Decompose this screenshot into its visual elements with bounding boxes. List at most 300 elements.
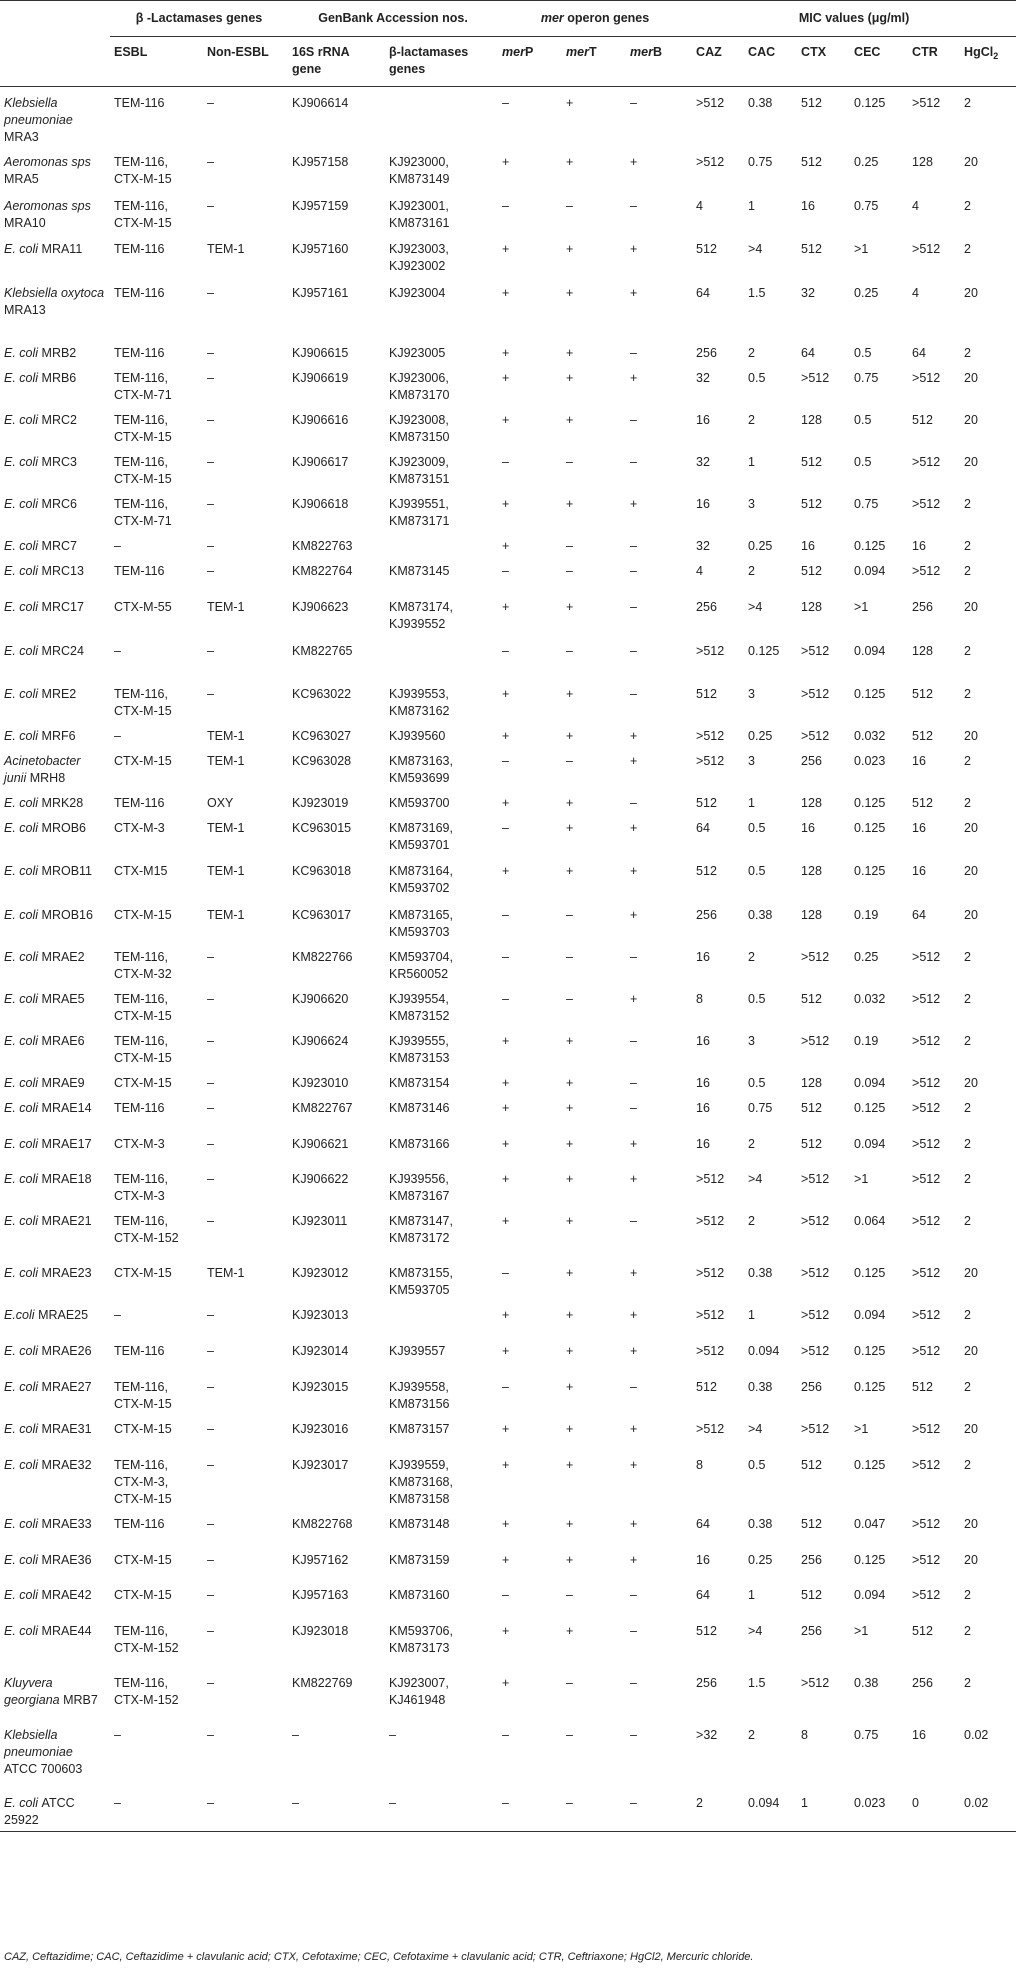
- merb-cell: –: [630, 950, 637, 964]
- ctr-cell: 16: [912, 754, 926, 768]
- merp-cell: +: [502, 155, 510, 169]
- caz-cell: 32: [696, 455, 710, 469]
- cec-cell: 0.125: [854, 864, 886, 878]
- hgcl2-cell: 2: [964, 1137, 971, 1151]
- mic-group-header: MIC values (μg/ml): [692, 1, 1016, 37]
- cec-cell: 0.094: [854, 1588, 886, 1602]
- non-esbl-cell: –: [207, 1380, 214, 1394]
- cac-cell: 0.25: [748, 729, 773, 743]
- cec-cell: 0.023: [850, 1787, 908, 1831]
- caz-cell: 512: [696, 864, 717, 878]
- bl-accession-cell: [385, 87, 498, 147]
- cec-cell: 0.125: [854, 1553, 886, 1567]
- esbl-cell: TEM-116, CTX-M-152: [114, 1214, 179, 1245]
- hgcl2-cell: 2: [964, 497, 971, 511]
- organism-cell: [0, 941, 110, 983]
- isolate-id: MRAE36: [41, 1553, 92, 1567]
- hgcl2-cell: 2: [964, 1101, 971, 1115]
- merb-cell: +: [630, 497, 638, 511]
- esbl-cell: TEM-116, CTX-M-3: [114, 1172, 168, 1203]
- non-esbl-cell: –: [207, 1553, 214, 1567]
- cec-col-header: CEC: [850, 37, 908, 87]
- bl-accession-cell: KM593706, KM873173: [389, 1624, 453, 1655]
- isolate-id: MRA10: [4, 216, 46, 230]
- esbl-cell: CTX-M-15: [114, 1553, 172, 1567]
- bl-accession-cell: KJ923006, KM873170: [389, 371, 450, 402]
- corner-cell: [0, 1, 110, 37]
- mert-cell: +: [566, 729, 574, 743]
- table-body: [0, 87, 1016, 1832]
- ctr-cell: >512: [912, 96, 941, 110]
- organism-genus: Acinetobacter junii: [4, 754, 81, 785]
- organism-genus: E. coli: [4, 600, 39, 614]
- mert-cell: +: [566, 1034, 574, 1048]
- organism-genus: E. coli: [4, 1380, 39, 1394]
- group-header-row: [0, 1, 1016, 37]
- rrna-accession-cell: KJ906617: [292, 455, 349, 469]
- table-row: [0, 941, 1016, 983]
- rrna-accession-cell: KJ906624: [292, 1034, 349, 1048]
- genbank-group-header: GenBank Accession nos.: [288, 1, 498, 37]
- table-row: [0, 555, 1016, 591]
- hgcl2-cell: 2: [964, 992, 971, 1006]
- merp-cell: +: [502, 796, 510, 810]
- bl-accession-cell: KJ923004: [389, 286, 446, 300]
- table-row: [0, 1335, 1016, 1371]
- ctx-cell: >512: [801, 1266, 830, 1280]
- merp-cell: +: [502, 1137, 510, 1151]
- cec-cell: 0.75: [854, 371, 879, 385]
- cac-cell: 2: [748, 413, 755, 427]
- cac-cell: 0.38: [748, 1266, 773, 1280]
- ctx-cell: >512: [801, 1308, 830, 1322]
- non-esbl-cell: –: [207, 199, 214, 213]
- isolate-id: MRK28: [41, 796, 84, 810]
- caz-cell: >512: [696, 1308, 725, 1322]
- ctx-cell: >512: [801, 1172, 830, 1186]
- esbl-cell: TEM-116, CTX-M-15: [114, 455, 172, 486]
- hgcl2-cell: 20: [964, 1553, 978, 1567]
- cec-cell: 0.125: [854, 96, 886, 110]
- organism-genus: E. coli: [4, 687, 39, 701]
- merp-cell: –: [502, 908, 509, 922]
- ctx-cell: 16: [801, 821, 815, 835]
- merp-cell: –: [502, 754, 509, 768]
- mert-cell: +: [566, 1553, 574, 1567]
- bl-accession-cell: KM593704, KR560052: [389, 950, 453, 981]
- ctr-cell: 512: [912, 687, 933, 701]
- ctr-cell: >512: [912, 1458, 941, 1472]
- ctr-cell: >512: [912, 1101, 941, 1115]
- cec-cell: 0.5: [854, 413, 872, 427]
- cac-cell: >4: [748, 1422, 763, 1436]
- ctr-cell: >512: [912, 992, 941, 1006]
- cec-cell: >1: [854, 1624, 869, 1638]
- table-row: [0, 1508, 1016, 1544]
- organism-genus: E. coli: [4, 796, 39, 810]
- hgcl2-cell: 2: [964, 1172, 971, 1186]
- isolate-id: MROB6: [41, 821, 86, 835]
- hgcl2-cell: 2: [964, 1624, 971, 1638]
- cac-cell: 0.5: [748, 1076, 766, 1090]
- table-row: [0, 87, 1016, 147]
- organism-cell: [0, 1128, 110, 1163]
- merp-cell: +: [502, 1308, 510, 1322]
- esbl-cell: CTX-M-3: [114, 821, 165, 835]
- table-row: [0, 1067, 1016, 1092]
- rrna-accession-cell: KM822767: [292, 1101, 353, 1115]
- merp-cell: +: [502, 1101, 510, 1115]
- merp-cell: +: [502, 864, 510, 878]
- table-row: [0, 745, 1016, 787]
- hgcl2-cell: 2: [964, 1034, 971, 1048]
- table-row: [0, 591, 1016, 635]
- mert-cell: +: [566, 286, 574, 300]
- isolate-id: MRA5: [4, 172, 39, 186]
- bl-accession-cell: KJ939559, KM873168, KM873158: [389, 1458, 453, 1506]
- organism-cell: [0, 87, 110, 147]
- bl-accession-cell: KM873174, KJ939552: [389, 600, 453, 631]
- hgcl2-cell: 20: [964, 821, 978, 835]
- rrna-col-header: 16S rRNA gene: [288, 37, 385, 87]
- cac-cell: 0.094: [748, 1344, 780, 1358]
- merp-cell: +: [502, 1172, 510, 1186]
- table-row: [0, 1025, 1016, 1067]
- mert-cell: +: [566, 1308, 574, 1322]
- ctx-cell: 256: [801, 1380, 822, 1394]
- mert-cell: +: [566, 1101, 574, 1115]
- organism-cell: [0, 1449, 110, 1508]
- ctr-cell: >512: [912, 1344, 941, 1358]
- merp-cell: –: [502, 564, 509, 578]
- caz-cell: 256: [696, 600, 717, 614]
- merb-cell: –: [630, 564, 637, 578]
- cac-cell: 0.25: [748, 1553, 773, 1567]
- merb-cell: +: [630, 729, 638, 743]
- non-esbl-cell: –: [207, 413, 214, 427]
- hgcl2-cell: 2: [964, 1380, 971, 1394]
- ctx-cell: 256: [801, 754, 822, 768]
- rrna-accession-cell: KJ957163: [292, 1588, 349, 1602]
- isolate-id: MRAE33: [41, 1517, 92, 1531]
- non-esbl-cell: –: [207, 1344, 214, 1358]
- bl-accession-cell: KM873166: [389, 1137, 450, 1151]
- non-esbl-cell: –: [207, 286, 214, 300]
- ctr-cell: 16: [912, 864, 926, 878]
- caz-cell: 512: [696, 242, 717, 256]
- merb-cell: –: [630, 687, 637, 701]
- bl-accession-cell: KM873165, KM593703: [389, 908, 453, 939]
- ctr-cell: 0: [908, 1787, 960, 1831]
- merb-cell: –: [630, 1380, 637, 1394]
- isolate-id: MRAE27: [41, 1380, 92, 1394]
- cec-cell: 0.094: [854, 644, 886, 658]
- bl-accession-cell: KJ923005: [389, 346, 446, 360]
- ctr-cell: >512: [912, 1588, 941, 1602]
- merp-cell: –: [502, 1266, 509, 1280]
- esbl-cell: TEM-116: [114, 286, 165, 300]
- table-row: [0, 1128, 1016, 1163]
- rrna-accession-cell: KJ906622: [292, 1172, 349, 1186]
- organism-cell: [0, 1579, 110, 1615]
- merp-cell: +: [502, 539, 510, 553]
- mert-cell: +: [566, 96, 574, 110]
- ctr-cell: >512: [912, 455, 941, 469]
- rrna-accession-cell: KJ923016: [292, 1422, 349, 1436]
- rrna-accession-cell: KJ923015: [292, 1380, 349, 1394]
- organism-genus: E. coli: [4, 1553, 39, 1567]
- esbl-cell: CTX-M-15: [114, 754, 172, 768]
- organism-cell: [0, 855, 110, 899]
- cec-cell: 0.023: [854, 754, 886, 768]
- non-esbl-cell: TEM-1: [207, 729, 245, 743]
- cec-cell: 0.125: [854, 539, 886, 553]
- non-esbl-cell: –: [207, 1137, 214, 1151]
- merp-cell: +: [502, 1034, 510, 1048]
- isolate-id: MRAE32: [41, 1458, 92, 1472]
- rrna-accession-cell: KJ957159: [292, 199, 349, 213]
- ctr-cell: >512: [912, 1266, 941, 1280]
- esbl-cell: –: [114, 1728, 121, 1742]
- merb-cell: –: [630, 346, 637, 360]
- non-esbl-cell: –: [207, 1624, 214, 1638]
- mer-group-suffix: operon genes: [563, 11, 650, 25]
- organism-genus: E. coli: [4, 644, 39, 658]
- esbl-cell: CTX-M15: [114, 864, 168, 878]
- cac-cell: 0.75: [748, 155, 773, 169]
- esbl-cell: TEM-116: [114, 1344, 165, 1358]
- organism-cell: [0, 812, 110, 855]
- organism-genus: Klebsiella pneumoniae: [4, 1728, 73, 1759]
- rrna-accession-cell: KM822769: [292, 1676, 353, 1690]
- organism-cell: [0, 337, 110, 362]
- caz-cell: 16: [696, 950, 710, 964]
- isolate-id: MRB6: [41, 371, 77, 385]
- rrna-accession-cell: KC963018: [292, 864, 352, 878]
- merp-cell: +: [502, 242, 510, 256]
- table-row: [0, 1787, 1016, 1831]
- hgcl2-cell: 20: [964, 1076, 978, 1090]
- hgcl2-cell: 2: [964, 199, 971, 213]
- isolate-id: MRAE44: [41, 1624, 92, 1638]
- non-esbl-cell: –: [207, 1308, 214, 1322]
- organism-genus: E. coli: [4, 1137, 39, 1151]
- table-row: [0, 678, 1016, 720]
- caz-cell: 4: [696, 199, 703, 213]
- table-row: [0, 1371, 1016, 1413]
- cac-cell: 2: [748, 950, 755, 964]
- ctr-cell: >512: [912, 1034, 941, 1048]
- bl-accession-cell: KM873169, KM593701: [389, 821, 453, 852]
- esbl-cell: TEM-116: [114, 242, 165, 256]
- esbl-cell: –: [114, 644, 121, 658]
- caz-cell: 32: [696, 539, 710, 553]
- hgcl2-cell: 2: [964, 687, 971, 701]
- non-esbl-cell: –: [207, 564, 214, 578]
- ctx-cell: 64: [801, 346, 815, 360]
- organism-cell: [0, 555, 110, 591]
- cac-cell: >4: [748, 600, 763, 614]
- column-header-row: [0, 37, 1016, 87]
- hgcl2-cell: 20: [964, 1422, 978, 1436]
- bl-accession-cell: KJ939551, KM873171: [389, 497, 450, 528]
- non-esbl-cell: TEM-1: [207, 908, 245, 922]
- hgcl2-cell: 2: [964, 1214, 971, 1228]
- organism-cell: [0, 146, 110, 190]
- organism-genus: E. coli: [4, 497, 39, 511]
- isolate-id: MRAE6: [41, 1034, 85, 1048]
- mert-cell: –: [566, 950, 573, 964]
- organism-cell: [0, 1335, 110, 1371]
- caz-cell: 64: [696, 286, 710, 300]
- esbl-cell: TEM-116: [114, 346, 165, 360]
- cec-cell: 0.75: [854, 497, 879, 511]
- merp-cell: –: [502, 950, 509, 964]
- organism-cell: [0, 1257, 110, 1299]
- organism-cell: [0, 488, 110, 530]
- hgcl2-cell: 20: [964, 1266, 978, 1280]
- ctx-cell: 128: [801, 796, 822, 810]
- caz-cell: >512: [696, 1172, 725, 1186]
- hgcl2-cell: 20: [964, 371, 978, 385]
- hgcl2-cell: 20: [964, 455, 978, 469]
- caz-cell: >512: [696, 96, 725, 110]
- merb-cell: +: [630, 1172, 638, 1186]
- isolate-id: MRC17: [41, 600, 84, 614]
- ctx-cell: 256: [801, 1624, 822, 1638]
- cec-cell: 0.047: [854, 1517, 886, 1531]
- cec-cell: 0.125: [854, 1458, 886, 1472]
- bl-accession-cell: KM873160: [389, 1588, 450, 1602]
- rrna-accession-cell: KJ906615: [292, 346, 349, 360]
- mert-cell: –: [566, 908, 573, 922]
- rrna-accession-cell: KJ957162: [292, 1553, 349, 1567]
- non-esbl-cell: –: [207, 1458, 214, 1472]
- esbl-cell: TEM-116, CTX-M-15: [114, 992, 172, 1023]
- ctx-cell: 8: [801, 1728, 808, 1742]
- ctx-cell: >512: [801, 687, 830, 701]
- merb-cell: –: [630, 1214, 637, 1228]
- esbl-cell: CTX-M-15: [114, 1076, 172, 1090]
- bl-accession-cell: KM593700: [389, 796, 450, 810]
- caz-cell: >512: [696, 644, 725, 658]
- table-row: [0, 787, 1016, 812]
- organism-genus: E. coli: [4, 242, 39, 256]
- cac-cell: 1: [748, 796, 755, 810]
- mert-cell: +: [566, 864, 574, 878]
- ctr-cell: 512: [912, 729, 933, 743]
- organism-cell: [0, 899, 110, 941]
- merb-col-header: merB: [626, 37, 692, 87]
- merb-cell: –: [630, 1624, 637, 1638]
- isolate-id: MRAE14: [41, 1101, 92, 1115]
- rrna-accession-cell: KM822764: [292, 564, 353, 578]
- mer-group-header: [498, 1, 692, 37]
- isolate-id: ATCC 700603: [4, 1762, 83, 1776]
- organism-cell: [0, 1299, 110, 1335]
- table-row: [0, 1615, 1016, 1667]
- cac-cell: 2: [748, 1214, 755, 1228]
- cac-cell: 0.38: [748, 1380, 773, 1394]
- ctx-col-header: CTX: [797, 37, 850, 87]
- rrna-accession-cell: KJ906620: [292, 992, 349, 1006]
- merp-cell: +: [502, 1553, 510, 1567]
- bl-accession-cell: [385, 1299, 498, 1335]
- esbl-cell: –: [114, 539, 121, 553]
- ctx-cell: >512: [801, 950, 830, 964]
- organism-cell: [0, 362, 110, 404]
- hgcl2-cell: 2: [964, 754, 971, 768]
- mert-cell: –: [566, 564, 573, 578]
- merb-cell: +: [630, 821, 638, 835]
- non-esbl-cell: –: [207, 1076, 214, 1090]
- mert-cell: +: [566, 600, 574, 614]
- non-esbl-cell: –: [207, 1728, 214, 1742]
- cac-cell: 0.5: [748, 821, 766, 835]
- merb-cell: –: [630, 1076, 637, 1090]
- non-esbl-cell: TEM-1: [207, 242, 245, 256]
- organism-genus: E. coli: [4, 821, 39, 835]
- bl-accession-cell: KJ939557: [389, 1344, 446, 1358]
- ctx-cell: 512: [801, 1137, 822, 1151]
- rrna-accession-cell: KM822766: [292, 950, 353, 964]
- ctx-cell: 128: [801, 908, 822, 922]
- bl-accession-cell: KJ939554, KM873152: [389, 992, 450, 1023]
- rrna-accession-cell: KC963022: [292, 687, 352, 701]
- organism-genus: Aeromonas sps: [4, 199, 91, 213]
- merp-cell: –: [502, 992, 509, 1006]
- ctx-cell: 128: [801, 413, 822, 427]
- non-esbl-cell: –: [207, 992, 214, 1006]
- bl-accession-cell: KM873147, KM873172: [389, 1214, 453, 1245]
- caz-cell: 4: [696, 564, 703, 578]
- mert-cell: +: [566, 1422, 574, 1436]
- bl-accession-cell: [385, 635, 498, 678]
- caz-col-header: CAZ: [692, 37, 744, 87]
- isolate-id: MRAE2: [41, 950, 85, 964]
- isolate-id: MRC13: [41, 564, 84, 578]
- cac-cell: 1: [748, 199, 755, 213]
- mert-cell: –: [566, 455, 573, 469]
- ctr-cell: 128: [912, 155, 933, 169]
- hgcl2-cell: 20: [964, 1344, 978, 1358]
- ctx-cell: 128: [801, 600, 822, 614]
- bl-accession-cell: KJ939556, KM873167: [389, 1172, 450, 1203]
- organism-genus: E. coli: [4, 1796, 39, 1810]
- esbl-cell: TEM-116: [114, 564, 165, 578]
- merp-cell: –: [502, 821, 509, 835]
- organism-genus: E. coli: [4, 1266, 39, 1280]
- ctx-cell: 256: [801, 1553, 822, 1567]
- merp-cell: +: [502, 1517, 510, 1531]
- bl-accession-cell: KJ923001, KM873161: [389, 199, 450, 230]
- ctr-col-header: CTR: [908, 37, 960, 87]
- non-esbl-cell: –: [207, 455, 214, 469]
- mert-cell: –: [566, 1676, 573, 1690]
- rrna-accession-cell: –: [288, 1787, 385, 1831]
- ctx-cell: 512: [801, 455, 822, 469]
- cec-cell: 0.032: [854, 992, 886, 1006]
- bl-accession-cell: KJ923007, KJ461948: [389, 1676, 449, 1707]
- table-row: [0, 1205, 1016, 1257]
- ctr-cell: >512: [912, 1076, 941, 1090]
- ctx-cell: 512: [801, 155, 822, 169]
- organism-genus: E. coli: [4, 1034, 39, 1048]
- organism-cell: [0, 678, 110, 720]
- organism-genus: E. coli: [4, 1172, 39, 1186]
- cac-cell: 1.5: [748, 1676, 766, 1690]
- merb-cell: –: [630, 796, 637, 810]
